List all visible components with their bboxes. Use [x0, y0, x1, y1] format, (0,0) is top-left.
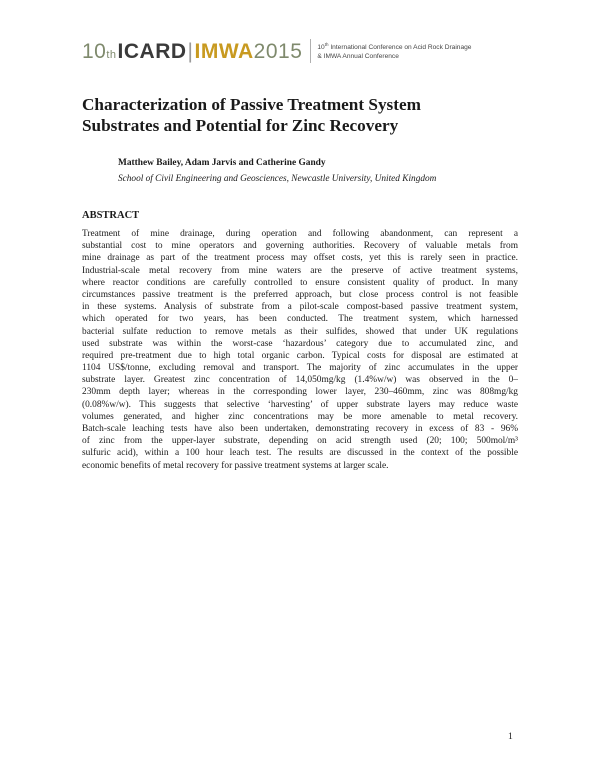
abstract-line: Batch-scale leaching tests have also been undertaken, demonstrating recovery in excess of 83 - 96% — [82, 424, 518, 434]
abstract-line: (0.08%w/w). This suggests that selective ‘harvesting’ of upper substrate layers may reduce waste — [82, 399, 518, 410]
abstract-body — [82, 228, 518, 472]
subtitle-line-1: 10th International Conference on Acid Rock Drainage — [317, 41, 472, 51]
title-line: Substrates and Potential for Zinc Recovery — [82, 116, 399, 135]
abstract-line: Industrial-scale metal recovery from mine waters are the preserve of active treatment systems, — [82, 265, 518, 276]
abstract-line: bacterial sulfate reduction to remove metals as their sulfides, showed that under UK regulations — [82, 326, 518, 337]
abstract-line: of zinc from the upper-layer substrate, depending on acid strength used (20; 100; 500mol/m³ — [82, 436, 518, 447]
logo-icard: ICARD — [117, 39, 187, 63]
title-line: Characterization of Passive Treatment System — [82, 95, 421, 114]
abstract-line: substantial cost to mine operators and governing authorities. Recovery of valuable metals from — [82, 241, 518, 252]
abstract-line: Treatment of mine drainage, during operation and following abandonment, can represent a — [82, 229, 518, 239]
abstract-line: 1104 US$/tonne, excluding removal and transport. The majority of zinc accumulates in the upper — [82, 363, 518, 374]
conference-header — [82, 36, 471, 66]
abstract-line: mine drainage as part of the treatment process may offset costs, yet this is rarely seen in practice. — [82, 253, 518, 264]
abstract-line: used substrate was within the worst-case ‘hazardous’ category due to accumulated zinc, and — [82, 338, 518, 349]
logo-edition-suffix: th — [106, 48, 117, 61]
abstract-line: substrate layer. Greatest zinc concentration of 14,050mg/kg (1.4%w/w) was observed in the 0– — [82, 375, 518, 386]
abstract-line: required pre-treatment due to high total organic carbon. Typical costs for disposal are estimated at — [82, 350, 518, 361]
conference-subtitle — [317, 41, 471, 61]
logo-edition-number: 10 — [82, 39, 107, 63]
page-number: 1 — [508, 731, 513, 742]
abstract-line: which operated for two years, has been conducted. The treatment system, which harnessed — [82, 314, 518, 325]
logo-separator: | — [187, 39, 194, 63]
abstract-line: sulfuric acid), within a 100 hour leach test. The results are discussed in the context of the possible — [82, 448, 518, 459]
subtitle-line-2: & IMWA Annual Conference — [317, 52, 399, 60]
logo-imwa: IMWA — [194, 39, 254, 63]
abstract-heading: ABSTRACT — [82, 210, 140, 221]
abstract-line: where reactor conditions are carefully controlled to ensure consistent quality of product. In many — [82, 277, 518, 288]
paper-authors: Matthew Bailey, Adam Jarvis and Catherine Gandy — [118, 158, 326, 168]
conference-logo — [82, 41, 302, 62]
abstract-line: economic benefits of metal recovery for passive treatment systems at larger scale. — [82, 460, 389, 471]
abstract-line: volumes generated, and higher zinc concentrations may be more amenable to metal recovery. — [82, 411, 518, 422]
abstract-line: in these systems. Analysis of substrate from a pilot-scale compost-based passive treatment system, — [82, 302, 518, 313]
abstract-line: circumstances passive treatment is the preferred approach, but close process control is not feasible — [82, 289, 518, 300]
paper-title — [82, 94, 522, 136]
abstract-line: 230mm depth layer; whereas in the corresponding lower layer, 230–460mm, zinc was 808mg/kg — [82, 387, 518, 398]
logo-year: 2015 — [253, 39, 303, 63]
author-affiliation: School of Civil Engineering and Geosciences, Newcastle University, United Kingdom — [118, 174, 437, 184]
header-divider — [310, 39, 311, 63]
